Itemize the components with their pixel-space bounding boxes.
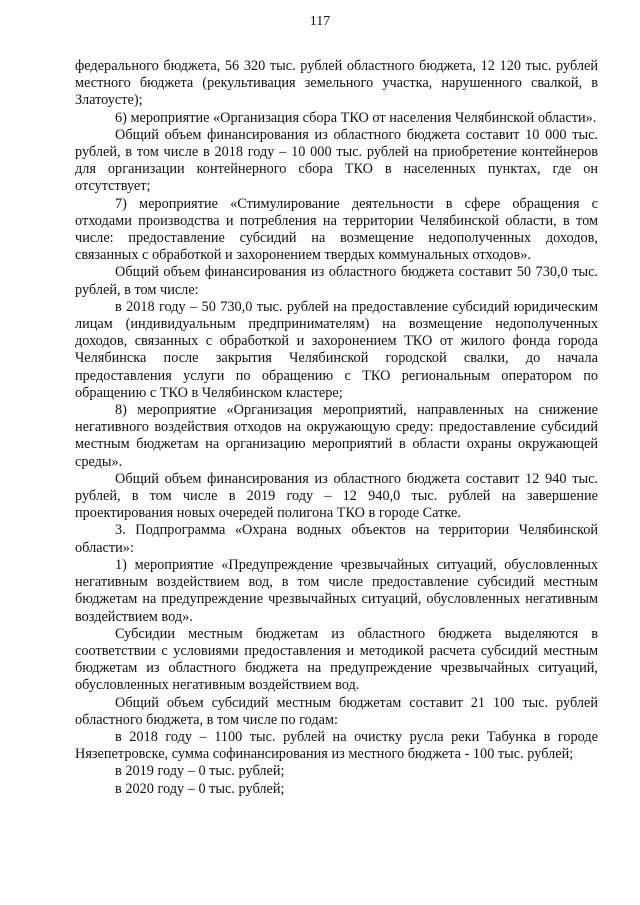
paragraph: Субсидии местным бюджетам из областного бюджета выделяются в соответствии с условиями предоставления и методикой расчета субсидий местным бюджетам из областного бюджета на предупреждение чрезвычайных ситуаций, обусловленных негативным воздействием вод. — [75, 625, 598, 694]
paragraph: в 2018 году – 50 730,0 тыс. рублей на предоставление субсидий юридическим лицам (индивидуальным предпринимателям) на возмещение недополученных доходов, связанных с обработкой и захоронением ТКО от жилого фонда города Челябинска после закрытия Челябинской городской свалки, до начала предоставления услуги по обращению с ТКО региональным оператором по обращению с ТКО в Челябинском кластере; — [75, 298, 598, 401]
paragraph: 6) мероприятие «Организация сбора ТКО от населения Челябинской области». — [115, 109, 597, 126]
paragraph: Общий объем финансирования из областного бюджета составит 10 000 тыс. рублей, в том числе в 2018 году – 10 000 тыс. рублей на приобретение контейнеров для организации контейнерного сбора ТКО в населенных пунктах, где он отсутствует; — [75, 126, 598, 195]
paragraph: Общий объем финансирования из областного бюджета составит 12 940 тыс. рублей, в том числе в 2019 году – 12 940,0 тыс. рублей на завершение проектирования новых очередей полигона ТКО в городе Сатке. — [75, 470, 598, 522]
paragraph: Общий объем субсидий местным бюджетам составит 21 100 тыс. рублей областного бюджета, в том числе по годам: — [75, 694, 598, 728]
paragraph: в 2020 году – 0 тыс. рублей; — [115, 780, 285, 797]
paragraph: федерального бюджета, 56 320 тыс. рублей областного бюджета, 12 120 тыс. рублей местного бюджета (рекультивация земельного участка, нарушенного свалкой, в Златоусте); — [75, 58, 598, 109]
page-number: 117 — [309, 14, 331, 29]
paragraph: 7) мероприятие «Стимулирование деятельности в сфере обращения с отходами производства и потребления на территории Челябинской области, в том числе: предоставление субсидий на возмещение недополученных доходов, связанных с обработкой и захоронением твердых коммунальных отходов». — [75, 195, 598, 264]
paragraph: 8) мероприятие «Организация мероприятий, направленных на снижение негативного воздействия отходов на окружающую среду: предоставление субсидий местным бюджетам на организацию мероприятий в области охраны окружающей среды». — [75, 402, 598, 470]
paragraph: в 2018 году – 1100 тыс. рублей на очистку русла реки Табунка в городе Нязепетровске, сумма софинансирования из местного бюджета - 100 тыс. рублей; — [75, 728, 598, 763]
paragraph: в 2019 году – 0 тыс. рублей; — [115, 763, 285, 780]
paragraph: 1) мероприятие «Предупреждение чрезвычайных ситуаций, обусловленных негативным воздействием вод, в том числе предоставление субсидий местным бюджетам на предупреждение чрезвычайных ситуаций, обусловленных негативным воздействием вод». — [75, 556, 598, 625]
document-body — [75, 58, 598, 798]
paragraph: Общий объем финансирования из областного бюджета составит 50 730,0 тыс. рублей, в том числе: — [75, 264, 598, 298]
paragraph: 3. Подпрограмма «Охрана водных объектов на территории Челябинской области»: — [75, 522, 598, 556]
